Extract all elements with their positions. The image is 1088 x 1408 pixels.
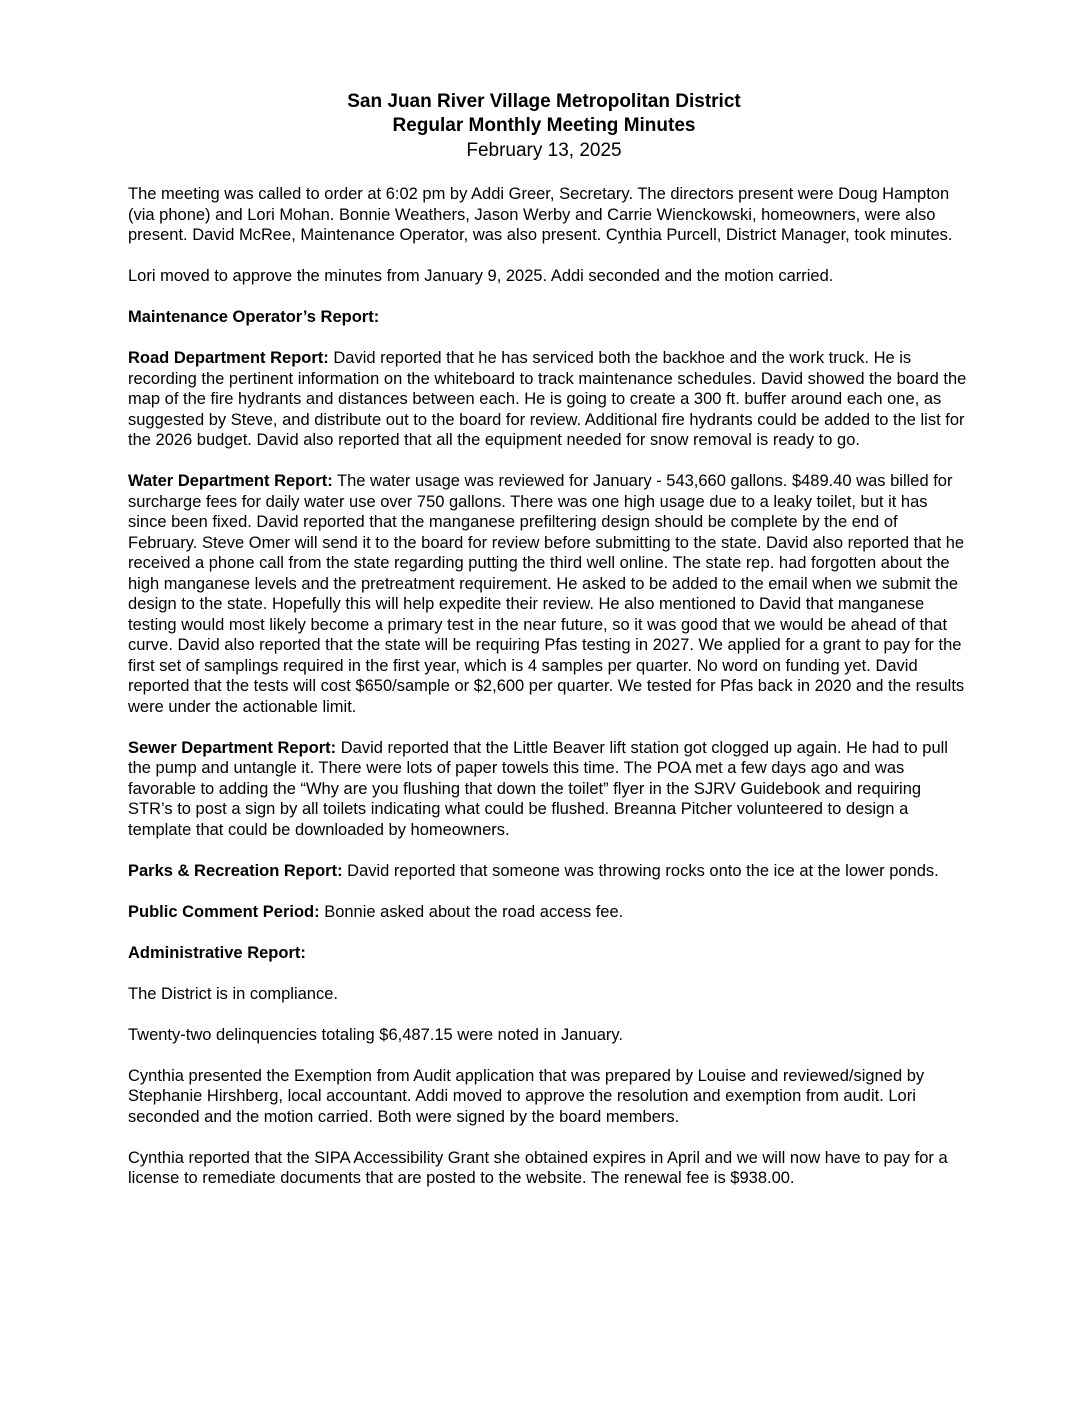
sewer-report-heading: Sewer Department Report: bbox=[128, 738, 337, 757]
sipa-grant-paragraph: Cynthia reported that the SIPA Accessibility Grant she obtained expires in April and we will now have to pay for a license to remediate documents that are posted to the website. The renewal fee is $938.00. bbox=[128, 1148, 948, 1187]
water-report-heading: Water Department Report: bbox=[128, 472, 333, 490]
maintenance-report-heading: Maintenance Operator’s Report: bbox=[128, 308, 380, 326]
water-report-paragraph bbox=[128, 471, 968, 717]
sewer-report-paragraph bbox=[128, 738, 968, 841]
sewer-report-text: David reported that the Little Beaver lift station got clogged up again. He had to pull the pump and untangle it. There were lots of paper towels this time. The POA met a few days ago and was favorable to adding the “Why are you flushing that down the toilet” flyer in the SJRV Guidebook and requiring STR’s to post a sign by all toilets indicating what could be flushed. Breanna Pitcher volunteered to design a template that could be downloaded by homeowners. bbox=[128, 738, 948, 839]
road-report-text: David reported that he has serviced both the backhoe and the work truck. He is recording the pertinent information on the whiteboard to track maintenance schedules. David showed the board the map of the fire hydrants and distances between each. He is going to create a 300 ft. buffer around each one, as suggested by Steve, and distribute out to the board for review. Additional fire hydrants could be added to the list for the 2026 budget. David also reported that all the equipment needed for snow removal is ready to go. bbox=[128, 349, 967, 449]
public-comment-heading: Public Comment Period: bbox=[128, 902, 320, 921]
parks-report-paragraph bbox=[128, 861, 968, 882]
parks-report-text: David reported that someone was throwing rocks onto the ice at the lower ponds. bbox=[342, 861, 939, 880]
audit-exemption-paragraph: Cynthia presented the Exemption from Audit application that was prepared by Louise and reviewed/signed by Stephanie Hirshberg, local accountant. Addi moved to approve the resolution and exemption from audit. Lori seconded and the motion carried. Both were signed by the board members. bbox=[128, 1066, 925, 1126]
parks-report-heading: Parks & Recreation Report: bbox=[128, 861, 343, 880]
document-page bbox=[128, 90, 968, 1209]
compliance-paragraph: The District is in compliance. bbox=[128, 984, 338, 1003]
meeting-date: February 13, 2025 bbox=[466, 140, 622, 161]
public-comment-text: Bonnie asked about the road access fee. bbox=[319, 902, 624, 921]
minutes-approval-paragraph: Lori moved to approve the minutes from January 9, 2025. Addi seconded and the motion carried. bbox=[128, 267, 834, 285]
minutes-body bbox=[128, 184, 968, 1189]
water-report-text: The water usage was reviewed for January - 543,660 gallons. $489.40 was billed for surcharge fees for daily water use over 750 gallons. There was one high usage due to a leaky toilet, but it has since been fixed. David reported that the manganese prefiltering design should be complete by the end of February. Steve Omer will send it to the board for review before submitting to the state. David also reported that he received a phone call from the state regarding putting the third well online. The state rep. had forgotten about the high manganese levels and the pretreatment requirement. He asked to be added to the email when we submit the design to the state. Hopefully this will help expedite their review. He also mentioned to David that manganese testing would most likely become a primary test in the near future, so it was good that we would be ahead of that curve. David also reported that the state will be requiring Pfas testing in 2027. We applied for a grant to pay for the first set of samplings required in the first year, which is 4 samples per quarter. No word on funding yet. David reported that the tests will cost $650/sample or $2,600 per quarter. We tested for Pfas back in 2020 and the results were under the actionable limit. bbox=[128, 472, 965, 716]
document-title: Regular Monthly Meeting Minutes bbox=[392, 115, 696, 136]
district-name: San Juan River Village Metropolitan District bbox=[347, 91, 741, 112]
public-comment-paragraph bbox=[128, 902, 968, 923]
administrative-report-heading: Administrative Report: bbox=[128, 943, 306, 962]
road-report-heading: Road Department Report: bbox=[128, 349, 329, 367]
delinquencies-paragraph: Twenty-two delinquencies totaling $6,487.15 were noted in January. bbox=[128, 1025, 624, 1044]
road-report-paragraph bbox=[128, 348, 968, 451]
call-to-order-paragraph: The meeting was called to order at 6:02 pm by Addi Greer, Secretary. The directors present were Doug Hampton (via phone) and Lori Mohan. Bonnie Weathers, Jason Werby and Carrie Wienckowski, homeowners, were also present. David McRee, Maintenance Operator, was also present. Cynthia Purcell, District Manager, took minutes. bbox=[128, 185, 953, 244]
document-header bbox=[120, 90, 968, 164]
